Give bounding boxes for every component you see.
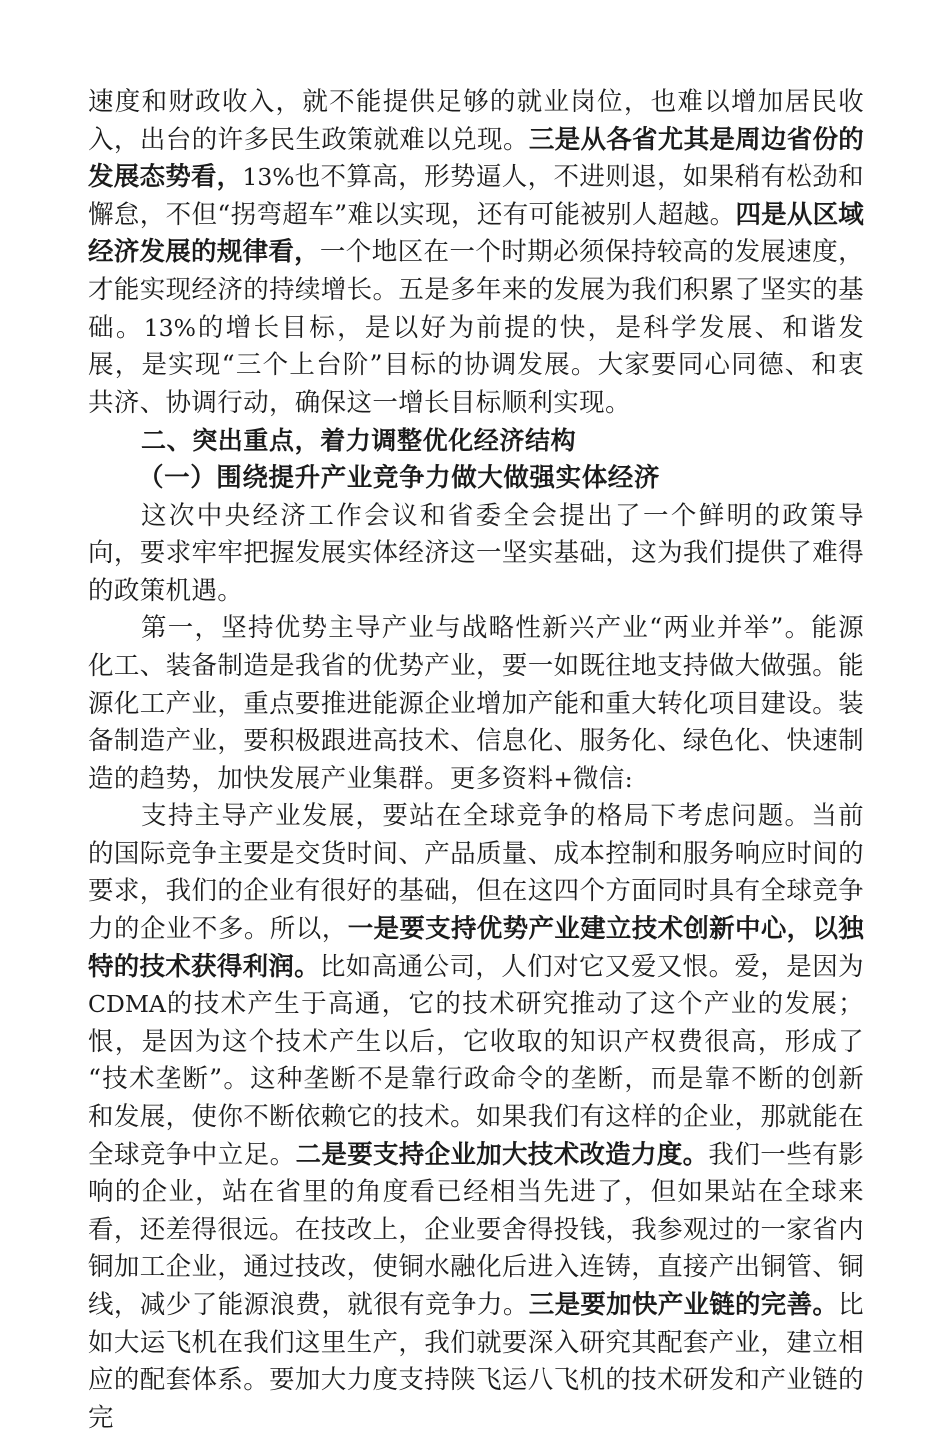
emphasised-text-run: 二是要支持企业加大技术改造力度。 [295, 1139, 709, 1170]
text-run: 一个地区在一个时期必须保持较高的发展速度，才能实现经济的持续增长。五是多年来的发展为我们积累了坚实的基础。 [88, 237, 864, 343]
document-text-block [88, 84, 864, 1437]
text-run: 比如大运飞机在我们这里生产，我们就要深入研究其配套产业，建立相应的配套体系。要加大力度支持陕飞运八飞机的技术研发和产业链的完 [88, 1290, 865, 1433]
emphasised-text-run: 一是要支持优势产业建立技术创新中心，以独特的技术获得利润。 [88, 914, 864, 982]
body-paragraph [88, 610, 864, 798]
text-run: 第一，坚持优势主导产业与战略性新兴产业“两业并举”。能源化工、装备制造是我省的优势产业，要一如既往地支持做大做强。能源化工产业，重点要推进能源企业增加产能和重大转化项目建设。装备制造产业，要积极跟进高技术、信息化、服务化、绿色化、快速制造的趋势，加快发展产业集群。更多资料 [88, 613, 864, 794]
text-run: 这次中央经济工作会议和省委全会提出了一个鲜明的政策导向，要求牢牢把握发展实体经济这一坚实基础，这为我们提供了难得的政策机遇。 [88, 500, 864, 606]
section-heading-level-1: 二、突出重点，着力调整优化经济结构 [141, 426, 577, 456]
body-paragraph [88, 798, 864, 1437]
text-run: CDMA [88, 990, 166, 1019]
emphasised-text-run: 三是从各省尤其是周边省份的发展态势看， [88, 124, 865, 193]
emphasised-text-run: 三是要加快产业链的完善。 [528, 1290, 839, 1320]
text-run: + [553, 764, 574, 793]
body-paragraph [88, 84, 864, 422]
text-run: 我们一些有影响的企业，站在省里的角度看已经相当先进了，但如果站在全球来看，还差得很远。在技改上，企业要舍得投钱，我参观过的一家省内铜加工企业，通过技改，使铜水融化后进入连铸，直接产出铜管、铜线，减少了能源浪费，就很有竞争力。 [88, 1139, 864, 1320]
text-run: 支持主导产业发展，要站在全球竞争的格局下考虑问题。当前的国际竞争主要是交货时间、产品质量、成本控制和服务响应时间的要求，我们的企业有很好的基础，但在这四个方面同时具有全球竞争力的企业不多。所以， [88, 801, 864, 945]
text-run: 13% [143, 313, 196, 342]
text-run: 13% [242, 163, 295, 192]
body-paragraph [88, 498, 864, 611]
text-run: 比如高通公司，人们对它又爱又恨。爱，是因为 [319, 951, 864, 982]
text-run: 微信 [573, 763, 625, 794]
text-run: 也不算高，形势逼人，不进则退，如果稍有松劲和懈怠，不但“拐弯超车”难以实现，还有可能被别人超越。 [88, 162, 865, 230]
text-run: 的增长目标，是以好为前提的快，是科学发展、和谐发展，是实现“三个上台阶”目标的协调发展。大家要同心同德、和衷共济、协调行动，确保这一增长目标顺利实现。 [88, 312, 865, 418]
text-run: 速度和财政收入，就不能提供足够的就业岗位，也难以增加居民收入，出台的许多民生政策就难以兑现。 [88, 87, 864, 155]
section-heading-level-2: （一）围绕提升产业竞争力做大做强实体经济 [138, 462, 661, 493]
text-run: : [624, 764, 633, 793]
text-run: 的技术产生于高通，它的技术研究推动了这个产业的发展；恨，是因为这个技术产生以后，它收取的知识产权费很高，形成了“技术垄断”。这种垄断不是靠行政命令的垄断，而是靠不断的创新和发展，使你不断依赖它的技术。如果我们有这样的企业，那就能在全球竞争中立足。 [88, 989, 864, 1170]
emphasised-text-run: 四是从区域经济发展的规律看， [88, 199, 864, 268]
